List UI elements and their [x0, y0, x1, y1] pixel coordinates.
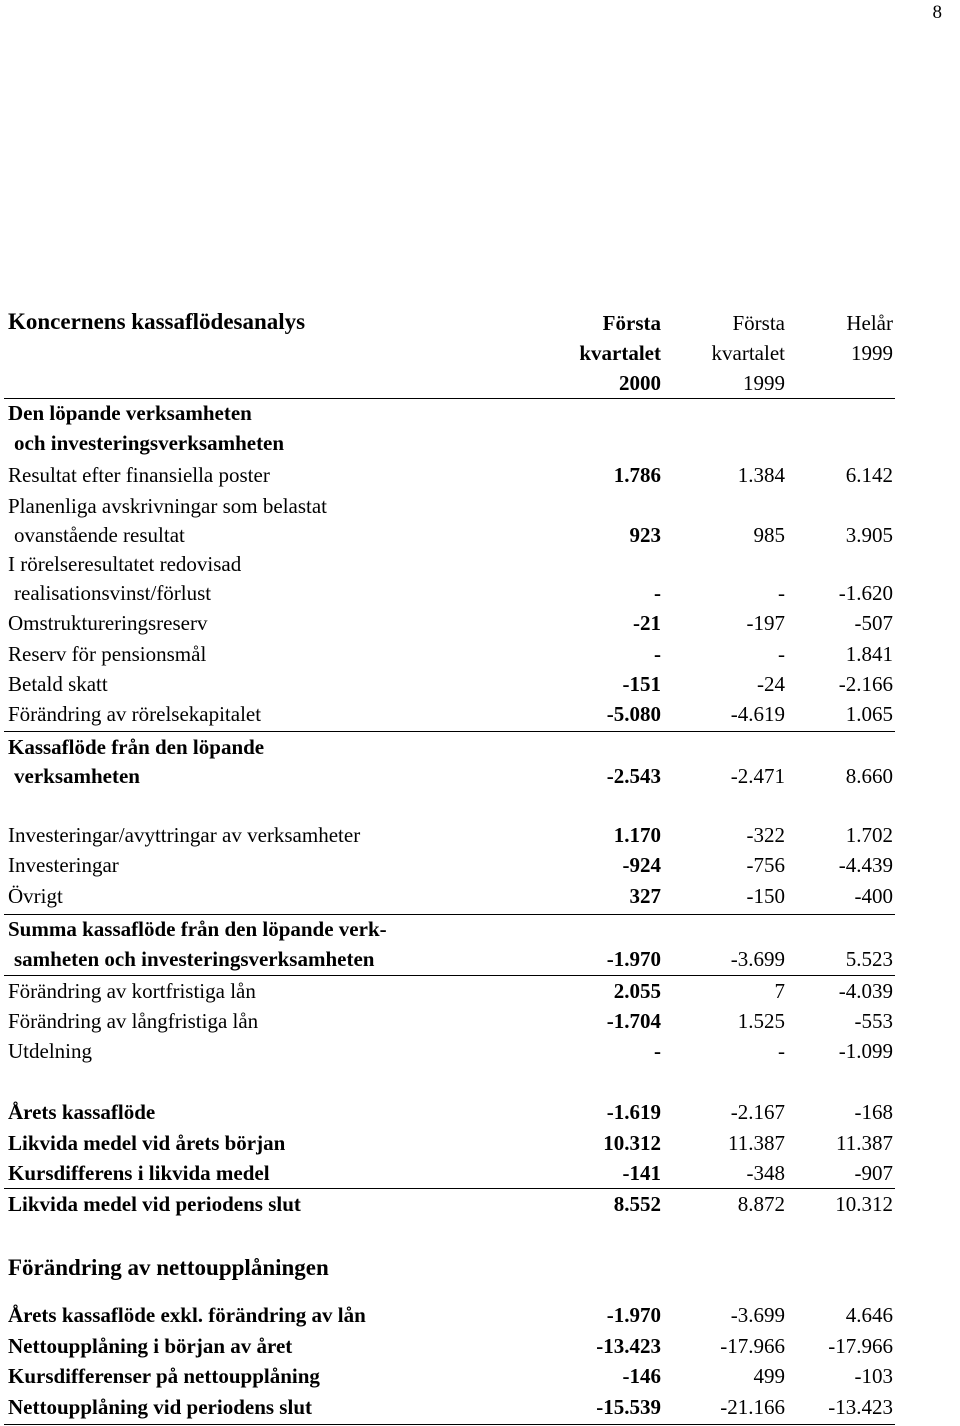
cell-q1-2000: -1.970 [606, 1303, 661, 1327]
row-label: Förändring av rörelsekapitalet [8, 702, 262, 726]
row-label: verksamheten [14, 764, 140, 788]
table-row [0, 1189, 960, 1219]
cell-q1-2000: -151 [622, 672, 661, 696]
page-number: 8 [932, 2, 942, 23]
cell-q1-2000: -1.619 [606, 1100, 661, 1124]
table-row [0, 549, 960, 579]
cell-full-year-1999: 1.065 [845, 702, 893, 726]
row-label: Summa kassaflöde från den löpande verk- [8, 917, 387, 941]
cell-full-year-1999: 6.142 [845, 463, 893, 487]
table-row [0, 944, 960, 974]
row-label: I rörelseresultatet redovisad [8, 552, 242, 576]
cell-full-year-1999: -507 [854, 611, 893, 635]
table-row [0, 608, 960, 638]
row-label: Planenliga avskrivningar som belastat [8, 494, 328, 518]
row-label: Likvida medel vid periodens slut [8, 1192, 301, 1216]
row-label: Investeringar/avyttringar av verksamheter [8, 823, 361, 847]
cell-q1-2000: -1.970 [606, 947, 661, 971]
cell-q1-1999: -4.619 [730, 702, 785, 726]
table-row [0, 1128, 960, 1158]
row-label: Reserv för pensionsmål [8, 642, 207, 666]
cell-q1-2000: -5.080 [606, 702, 661, 726]
row-label: och investeringsverksamheten [14, 431, 285, 455]
cell-full-year-1999: 1.702 [845, 823, 893, 847]
cell-full-year-1999: -553 [854, 1009, 893, 1033]
row-label: Utdelning [8, 1039, 92, 1063]
cell-q1-1999: -2.471 [730, 764, 785, 788]
cell-q1-1999: 1.384 [737, 463, 785, 487]
table-row [0, 398, 960, 428]
table-row [0, 820, 960, 850]
row-label: Förändring av kortfristiga lån [8, 979, 256, 1003]
row-label: Förändring av långfristiga lån [8, 1009, 259, 1033]
row-label: Den löpande verksamheten [8, 401, 252, 425]
table-row [0, 976, 960, 1006]
cell-full-year-1999: 11.387 [836, 1131, 893, 1155]
table-row [0, 761, 960, 791]
row-label: realisationsvinst/förlust [14, 581, 212, 605]
cell-q1-1999: -322 [746, 823, 785, 847]
cell-q1-1999: -150 [746, 884, 785, 908]
cell-q1-1999: -756 [746, 853, 785, 877]
table-row [0, 1300, 960, 1330]
cell-q1-2000: - [654, 1039, 661, 1063]
table-row [0, 639, 960, 669]
cell-q1-1999: - [778, 581, 785, 605]
cell-q1-1999: -21.166 [720, 1395, 785, 1419]
cell-q1-2000: 2.055 [613, 979, 661, 1003]
page-title: Koncernens kassaflödesanalys [8, 309, 306, 334]
cell-q1-1999: - [778, 642, 785, 666]
cell-full-year-1999: 3.905 [845, 523, 893, 547]
table-row [0, 669, 960, 699]
cell-q1-2000: 327 [629, 884, 661, 908]
table-row [0, 914, 960, 944]
cell-full-year-1999: -1.620 [838, 581, 893, 605]
cell-q1-2000: 8.552 [613, 1192, 661, 1216]
row-label: Kassaflöde från den löpande [8, 735, 265, 759]
cell-q1-1999: 7 [774, 979, 785, 1003]
cell-full-year-1999: -907 [854, 1161, 893, 1185]
cell-q1-1999: 499 [753, 1364, 785, 1388]
cell-q1-2000: -1.704 [606, 1009, 661, 1033]
cell-full-year-1999: -103 [854, 1364, 893, 1388]
cell-q1-2000: -2.543 [606, 764, 661, 788]
column-header-full-year-1999: Helår 1999 [846, 311, 893, 365]
cell-full-year-1999: -17.966 [828, 1334, 893, 1358]
cell-q1-2000: -146 [622, 1364, 661, 1388]
row-label: Årets kassaflöde [8, 1100, 156, 1124]
table-row [0, 732, 960, 762]
table-row [0, 1097, 960, 1127]
row-label: Betald skatt [8, 672, 108, 696]
table-row [0, 1392, 960, 1422]
table-row [0, 699, 960, 729]
row-label: Övrigt [8, 884, 63, 908]
row-label: Kursdifferenser på nettoupplåning [8, 1364, 320, 1388]
section-heading [0, 1253, 960, 1283]
cell-q1-1999: -2.167 [730, 1100, 785, 1124]
row-label: ovanstående resultat [14, 523, 185, 547]
row-label: Resultat efter finansiella poster [8, 463, 270, 487]
cell-q1-2000: - [654, 581, 661, 605]
row-label: Nettoupplåning i början av året [8, 1334, 293, 1358]
cell-q1-2000: -13.423 [596, 1334, 661, 1358]
row-label: Investeringar [8, 853, 119, 877]
row-label: Omstruktureringsreserv [8, 611, 208, 635]
table-row [0, 491, 960, 521]
cell-q1-2000: -141 [622, 1161, 661, 1185]
row-label: Kursdifferens i likvida medel [8, 1161, 270, 1185]
table-row [0, 520, 960, 550]
table-row [0, 881, 960, 911]
cell-q1-2000: 1.170 [613, 823, 661, 847]
cell-q1-1999: -3.699 [730, 1303, 785, 1327]
cell-q1-1999: 11.387 [728, 1131, 785, 1155]
cell-q1-2000: -21 [633, 611, 661, 635]
divider-line [4, 1424, 895, 1425]
table-row [0, 578, 960, 608]
row-label: Förändring av nettoupplåningen [8, 1255, 329, 1280]
row-label: Likvida medel vid årets början [8, 1131, 286, 1155]
column-header-q1-2000: Första kvartalet 2000 [579, 311, 661, 395]
cell-q1-2000: -15.539 [596, 1395, 661, 1419]
cell-q1-2000: 10.312 [603, 1131, 661, 1155]
cell-q1-1999: 1.525 [737, 1009, 785, 1033]
table-row [0, 460, 960, 490]
row-label: Nettoupplåning vid periodens slut [8, 1395, 312, 1419]
cell-full-year-1999: 10.312 [835, 1192, 893, 1216]
cell-full-year-1999: 1.841 [845, 642, 893, 666]
cell-full-year-1999: -1.099 [838, 1039, 893, 1063]
cell-full-year-1999: -4.439 [838, 853, 893, 877]
cell-q1-1999: 8.872 [737, 1192, 785, 1216]
row-label: samheten och investeringsverksamheten [14, 947, 375, 971]
table-row [0, 428, 960, 458]
table-row [0, 1036, 960, 1066]
table-row [0, 850, 960, 880]
table-row [0, 1006, 960, 1036]
cell-full-year-1999: -168 [854, 1100, 893, 1124]
cell-q1-2000: -924 [622, 853, 661, 877]
cell-q1-2000: 923 [629, 523, 661, 547]
cell-q1-1999: - [778, 1039, 785, 1063]
cell-full-year-1999: -400 [854, 884, 893, 908]
cell-full-year-1999: -13.423 [828, 1395, 893, 1419]
table-row [0, 1158, 960, 1188]
cell-q1-1999: 985 [753, 523, 785, 547]
row-label: Årets kassaflöde exkl. förändring av lån [8, 1303, 366, 1327]
cell-q1-2000: - [654, 642, 661, 666]
cell-q1-1999: -17.966 [720, 1334, 785, 1358]
cell-full-year-1999: -4.039 [838, 979, 893, 1003]
cell-full-year-1999: -2.166 [838, 672, 893, 696]
cell-q1-1999: -197 [746, 611, 785, 635]
cell-q1-1999: -348 [746, 1161, 785, 1185]
cell-full-year-1999: 4.646 [845, 1303, 893, 1327]
column-header-q1-1999: Första kvartalet 1999 [711, 311, 785, 395]
table-row [0, 1361, 960, 1391]
cell-q1-1999: -24 [757, 672, 785, 696]
cell-full-year-1999: 5.523 [845, 947, 893, 971]
cell-q1-1999: -3.699 [730, 947, 785, 971]
table-row [0, 1331, 960, 1361]
cell-q1-2000: 1.786 [613, 463, 661, 487]
cell-full-year-1999: 8.660 [845, 764, 893, 788]
